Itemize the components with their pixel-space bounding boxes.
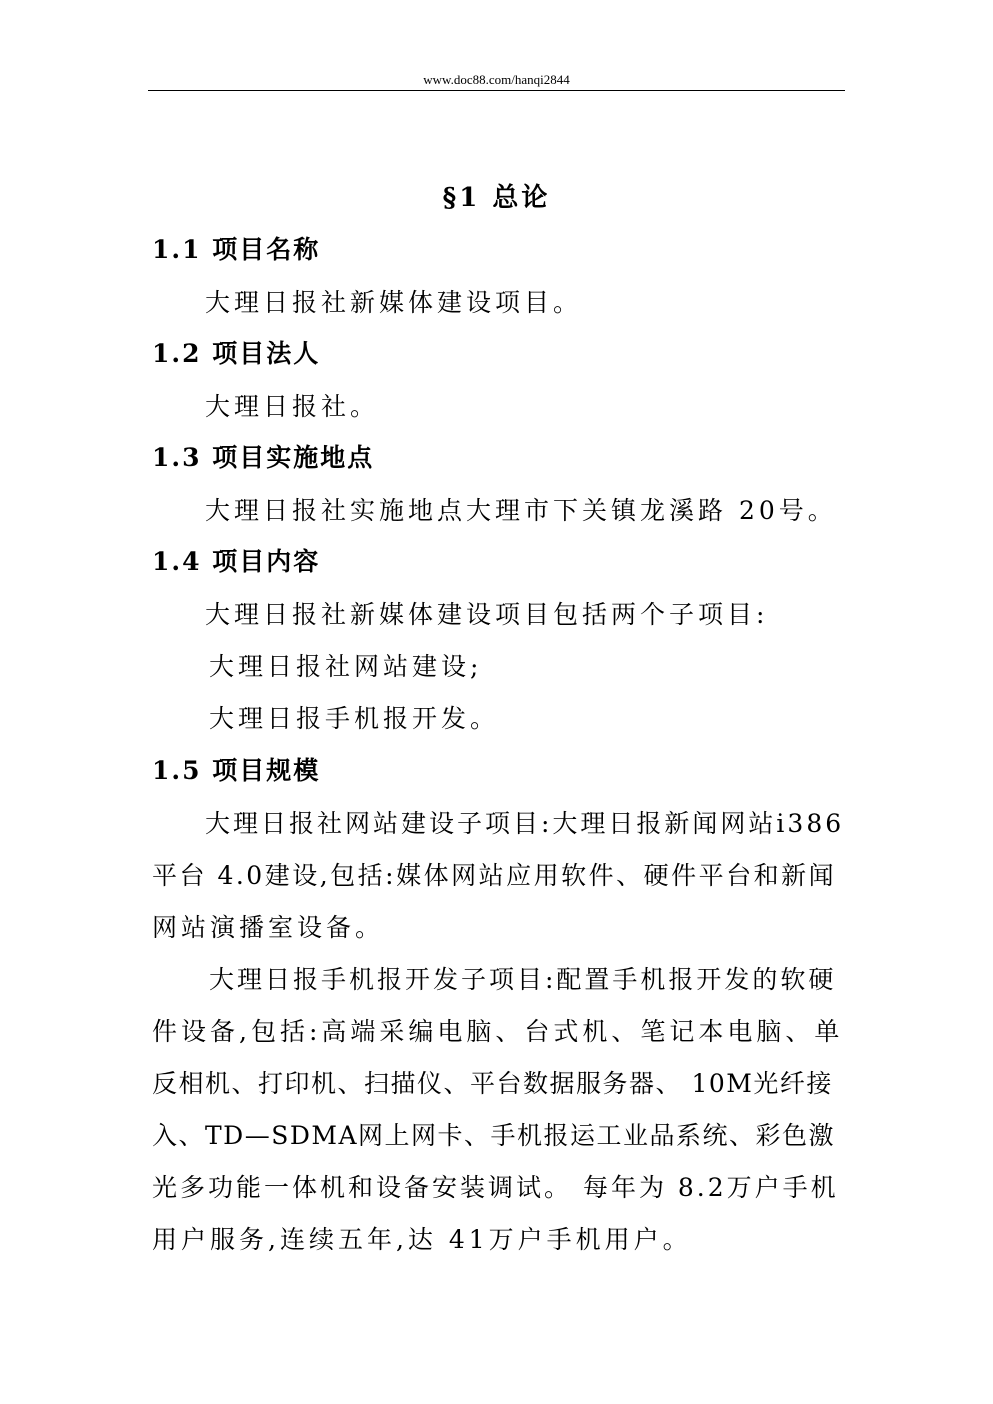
section-heading-1-5: 1.5 项目规模 [152, 756, 321, 785]
section-1-5-line-9: 用户服务,连续五年,达 41万户手机用户。 [152, 1225, 692, 1254]
chapter-title: §1 总论 [442, 183, 551, 213]
section-1-1-line-1: 大理日报社新媒体建设项目。 [205, 288, 583, 317]
header-divider [148, 90, 845, 91]
section-1-5-line-5: 件设备,包括:高端采编电脑、台式机、笔记本电脑、单 [152, 1017, 844, 1046]
section-1-4-line-2: 大理日报社网站建设; [209, 652, 483, 681]
section-1-5-line-4: 大理日报手机报开发子项目:配置手机报开发的软硬 [209, 965, 837, 994]
section-1-5-line-6: 反相机、打印机、扫描仪、平台数据服务器、 10M光纤接 [152, 1069, 833, 1098]
section-1-4-line-3: 大理日报手机报开发。 [209, 704, 500, 733]
section-heading-1-2: 1.2 项目法人 [152, 339, 321, 368]
section-1-3-line-1: 大理日报社实施地点大理市下关镇龙溪路 20号。 [205, 496, 837, 525]
header-url: www.doc88.com/hanqi2844 [423, 72, 570, 87]
section-1-5-line-8: 光多功能一体机和设备安装调试。 每年为 8.2万户手机 [152, 1173, 839, 1202]
section-1-5-line-7: 入、TD—SDMA网上网卡、手机报运工业品系统、彩色激 [152, 1121, 836, 1150]
section-1-5-line-3: 网站演播室设备。 [152, 913, 385, 942]
section-1-4-line-1: 大理日报社新媒体建设项目包括两个子项目: [205, 600, 769, 629]
section-heading-1-1: 1.1 项目名称 [152, 235, 321, 264]
section-heading-1-4: 1.4 项目内容 [152, 547, 321, 576]
section-heading-1-3: 1.3 项目实施地点 [152, 443, 375, 472]
section-1-5-line-1: 大理日报社网站建设子项目:大理日报新闻网站i386 [205, 809, 845, 838]
section-1-5-line-2: 平台 4.0建设,包括:媒体网站应用软件、硬件平台和新闻 [152, 861, 837, 890]
section-1-2-line-1: 大理日报社。 [205, 392, 380, 421]
